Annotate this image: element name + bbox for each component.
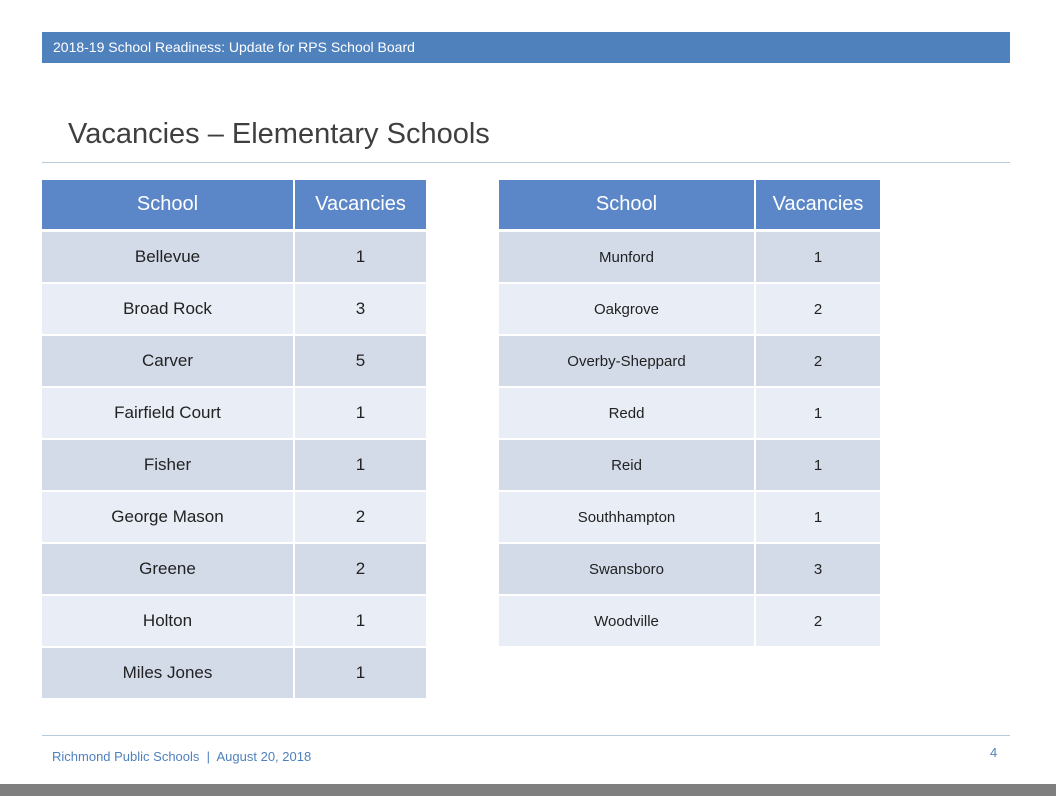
table-header-row: [499, 180, 880, 232]
table-row: [42, 648, 426, 700]
table-row: [42, 284, 426, 336]
school-cell: George Mason: [42, 492, 295, 544]
school-cell: Overby-Sheppard: [499, 336, 756, 388]
bottom-bar: [0, 784, 1056, 796]
vacancies-cell: 2: [756, 284, 880, 336]
vacancies-cell: 1: [295, 232, 426, 284]
school-cell: Redd: [499, 388, 756, 440]
table-row: [499, 388, 880, 440]
school-cell: Greene: [42, 544, 295, 596]
school-cell: Carver: [42, 336, 295, 388]
school-cell: Bellevue: [42, 232, 295, 284]
vacancies-cell: 1: [295, 596, 426, 648]
school-cell: Miles Jones: [42, 648, 295, 700]
vacancies-cell: 5: [295, 336, 426, 388]
table-row: [499, 596, 880, 648]
header-banner: [42, 32, 1010, 63]
column-header-vacancies: Vacancies: [295, 180, 426, 232]
school-cell: Munford: [499, 232, 756, 284]
column-header-school: School: [499, 180, 756, 232]
school-cell: Fisher: [42, 440, 295, 492]
vacancies-cell: 1: [756, 440, 880, 492]
table-row: [499, 492, 880, 544]
table-row: [499, 232, 880, 284]
table-row: [499, 440, 880, 492]
school-cell: Oakgrove: [499, 284, 756, 336]
page-number: 4: [990, 745, 998, 760]
school-cell: Woodville: [499, 596, 756, 648]
vacancies-cell: 1: [756, 492, 880, 544]
column-header-school: School: [42, 180, 295, 232]
table-row: [42, 544, 426, 596]
column-header-vacancies: Vacancies: [756, 180, 880, 232]
vacancies-cell: 2: [295, 544, 426, 596]
school-cell: Reid: [499, 440, 756, 492]
vacancies-cell: 1: [295, 648, 426, 700]
slide-title: Vacancies – Elementary Schools: [68, 118, 490, 150]
footer-text: Richmond Public Schools | August 20, 2018: [52, 749, 312, 764]
table-row: [42, 232, 426, 284]
table-row: [42, 440, 426, 492]
vacancies-cell: 3: [756, 544, 880, 596]
vacancies-cell: 1: [295, 440, 426, 492]
vacancies-cell: 1: [756, 388, 880, 440]
table-header-row: [42, 180, 426, 232]
vacancies-table-left: [42, 180, 426, 700]
table-row: [42, 596, 426, 648]
table-row: [499, 544, 880, 596]
school-cell: Broad Rock: [42, 284, 295, 336]
table-row: [499, 284, 880, 336]
table-row: [42, 492, 426, 544]
school-cell: Swansboro: [499, 544, 756, 596]
table-row: [42, 336, 426, 388]
vacancies-cell: 2: [756, 596, 880, 648]
table-row: [499, 336, 880, 388]
title-divider: [42, 162, 1010, 163]
school-cell: Holton: [42, 596, 295, 648]
vacancies-cell: 1: [756, 232, 880, 284]
vacancies-table-right: [499, 180, 880, 648]
banner-text: 2018-19 School Readiness: Update for RPS School Board: [53, 39, 415, 55]
vacancies-cell: 2: [756, 336, 880, 388]
school-cell: Fairfield Court: [42, 388, 295, 440]
footer-divider: [42, 735, 1010, 736]
vacancies-cell: 3: [295, 284, 426, 336]
school-cell: Southhampton: [499, 492, 756, 544]
vacancies-cell: 1: [295, 388, 426, 440]
vacancies-cell: 2: [295, 492, 426, 544]
table-row: [42, 388, 426, 440]
